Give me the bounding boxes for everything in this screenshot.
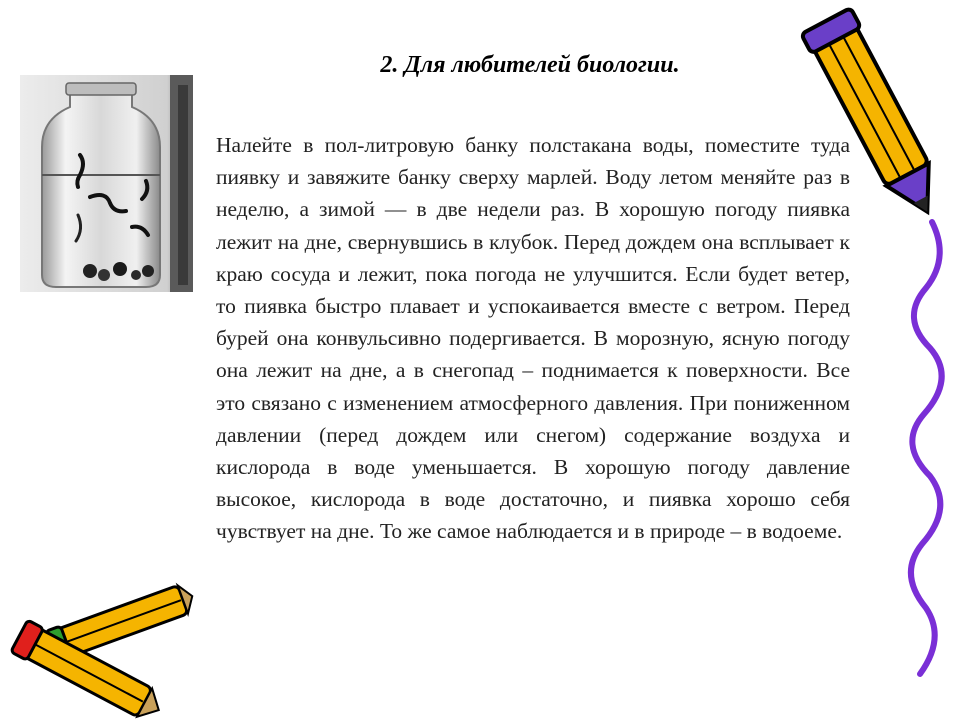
slide-title: 2. Для любителей биологии. — [380, 52, 680, 78]
slide-body-paragraph: Налейте в пол-литровую банку полстакана воды, поместите туда пиявку и завяжите банку сверху марлей. Воду летом меняйте раз в неделю, а зимой — в две недели раз. В хорошую погоду пиявка лежит на дне, свернувшись в клубок. Перед дождем она всплывает к краю сосуда и лежит, пока погода не улучшится. Если будет ветер, то пиявка быстро плавает и успокаивается вместе с ветром. Перед бурей она конвульсивно подергивается. В морозную, ясную погоду она лежит на дне, а в снегопад – поднимается к поверхности. Все это связано с изменением атмосферного давления. При пониженном давлении (перед дождем или снегом) содержание воздуха и кислорода в воде уменьшается. В хорошую погоду давление высокое, кислорода в воде достаточно, и пиявка хорошо себя чувствует на дне. То же самое наблюдается и в природе – в водоеме. — [216, 133, 850, 544]
pencil-top-right-icon — [800, 0, 960, 230]
crossed-pencils-icon — [0, 575, 200, 720]
leech-jar-image — [20, 75, 193, 292]
purple-squiggle-decoration — [880, 218, 960, 678]
